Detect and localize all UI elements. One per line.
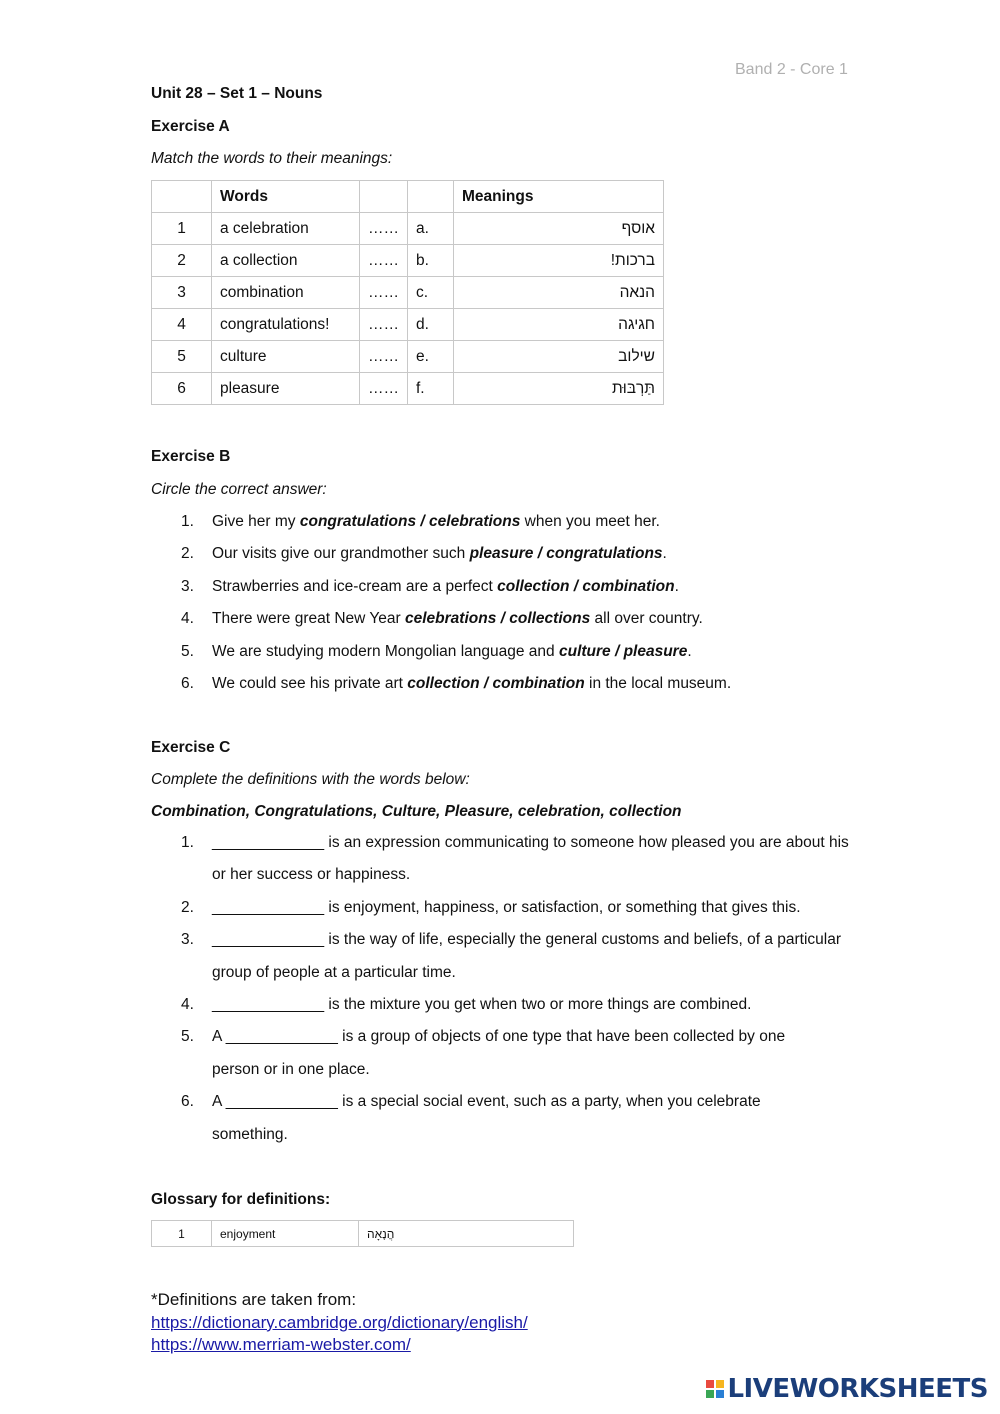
item-text-after: all over country.: [590, 610, 703, 628]
table-row: [152, 373, 664, 405]
row-word: pleasure: [212, 373, 360, 405]
answer-blank[interactable]: ……: [360, 213, 408, 245]
row-word: a collection: [212, 245, 360, 277]
table-row: [152, 341, 664, 373]
row-letter: a.: [408, 213, 454, 245]
item-text-after: is a special social event, such as a party, when you celebrate something.: [212, 1093, 761, 1143]
answer-blank[interactable]: ……: [360, 373, 408, 405]
row-word: combination: [212, 277, 360, 309]
list-item: [151, 543, 871, 575]
item-text-before: There were great New Year: [212, 610, 405, 628]
table-row: [152, 213, 664, 245]
row-meaning: שילוב: [454, 341, 664, 373]
answer-blank[interactable]: _____________: [212, 834, 325, 851]
item-text-before: We could see his private art: [212, 674, 408, 692]
row-word: congratulations!: [212, 309, 360, 341]
exercise-a-instruction: Match the words to their meanings:: [151, 150, 393, 167]
glossary-number: 1: [152, 1221, 212, 1247]
item-number: 1.: [181, 834, 194, 851]
item-number: 6.: [181, 674, 194, 692]
cambridge-link[interactable]: https://dictionary.cambridge.org/dictionary/english/: [151, 1312, 528, 1332]
row-number: 5: [152, 341, 212, 373]
table-row: [152, 277, 664, 309]
item-number: 5.: [181, 642, 194, 660]
row-number: 3: [152, 277, 212, 309]
exercise-c-list: [151, 827, 856, 1151]
row-number: 1: [152, 213, 212, 245]
answer-choice[interactable]: pleasure / congratulations: [469, 545, 663, 563]
glossary-meaning: הֲנָאָה: [359, 1221, 574, 1247]
item-text-after: .: [674, 577, 679, 595]
table-row: [152, 245, 664, 277]
item-number: 4.: [181, 996, 194, 1014]
sources-note: *Definitions are taken from:: [151, 1290, 357, 1309]
row-word: culture: [212, 341, 360, 373]
item-text-before: Our visits give our grandmother such: [212, 545, 470, 563]
item-text-after: .: [687, 642, 692, 660]
table-row: [152, 1221, 574, 1247]
sources-block: [151, 1289, 528, 1357]
item-text-before: We are studying modern Mongolian language and: [212, 642, 559, 660]
list-item: [151, 608, 871, 640]
row-meaning: הנאה: [454, 277, 664, 309]
row-number: 6: [152, 373, 212, 405]
item-text-after: is the mixture you get when two or more things are combined.: [324, 996, 752, 1014]
header-band-label: Band 2 - Core 1: [735, 61, 848, 78]
item-text-after: is an expression communicating to someone how pleased you are about his or her success or happiness.: [212, 834, 849, 884]
row-letter: d.: [408, 309, 454, 341]
table-header-row: [152, 181, 664, 213]
answer-blank[interactable]: _____________: [212, 996, 325, 1014]
row-letter: c.: [408, 277, 454, 309]
row-letter: f.: [408, 373, 454, 405]
item-number: 6.: [181, 1093, 194, 1111]
item-number: 4.: [181, 610, 194, 628]
liveworksheets-logo: [706, 1374, 988, 1404]
item-text-after: .: [662, 545, 667, 563]
item-number: 5.: [181, 1028, 194, 1046]
row-meaning: תַּרְבּוּת: [454, 373, 664, 405]
item-number: 3.: [181, 577, 194, 595]
list-item: [151, 827, 856, 892]
exercise-c-title: Exercise C: [151, 739, 231, 756]
list-item: [151, 989, 856, 1021]
glossary-title: Glossary for definitions:: [151, 1191, 331, 1208]
answer-blank[interactable]: _____________: [225, 1028, 338, 1046]
exercise-a-title: Exercise A: [151, 118, 230, 135]
row-letter: b.: [408, 245, 454, 277]
answer-choice[interactable]: celebrations / collections: [405, 610, 591, 628]
item-text-after: is a group of objects of one type that have been collected by one person or in one place.: [212, 1028, 786, 1078]
list-item: [151, 576, 871, 608]
word-bank: Combination, Congratulations, Culture, Pleasure, celebration, collection: [151, 803, 682, 820]
answer-choice[interactable]: congratulations / celebrations: [299, 513, 521, 530]
unit-title: Unit 28 – Set 1 – Nouns: [151, 85, 323, 102]
exercise-b-title: Exercise B: [151, 448, 231, 465]
list-item: [151, 1086, 856, 1151]
row-letter: e.: [408, 341, 454, 373]
item-text-after: is the way of life, especially the general customs and beliefs, of a particular group of people at a particular time.: [212, 931, 842, 981]
answer-blank[interactable]: _____________: [225, 1093, 338, 1111]
glossary-table: [151, 1220, 574, 1247]
row-meaning: חגיגה: [454, 309, 664, 341]
item-number: 2.: [181, 545, 194, 563]
row-number: 2: [152, 245, 212, 277]
list-item: [151, 892, 856, 924]
list-item: [151, 1021, 856, 1086]
item-text-before: A: [212, 1093, 226, 1111]
answer-blank[interactable]: ……: [360, 245, 408, 277]
logo-text: LIVEWORKSHEETS: [727, 1374, 988, 1404]
item-number: 3.: [181, 931, 194, 949]
item-number: 1.: [181, 513, 194, 530]
glossary-word: enjoyment: [212, 1221, 359, 1247]
logo-squares-icon: [706, 1380, 724, 1398]
list-item: [151, 511, 871, 543]
item-text-before: A: [212, 1028, 226, 1046]
item-text-after: in the local museum.: [584, 674, 732, 692]
exercise-b-list: [151, 511, 871, 705]
answer-blank[interactable]: _____________: [212, 898, 325, 916]
exercise-c-instruction: Complete the definitions with the words below:: [151, 771, 470, 788]
exercise-a-table: [151, 180, 664, 405]
item-text-before: Strawberries and ice-cream are a perfect: [212, 577, 498, 595]
list-item: [151, 641, 871, 673]
answer-blank[interactable]: ……: [360, 341, 408, 373]
answer-choice[interactable]: collection / combination: [407, 674, 585, 692]
row-meaning: אוסף: [454, 213, 664, 245]
exercise-b-instruction: Circle the correct answer:: [151, 481, 327, 498]
answer-blank[interactable]: _____________: [212, 931, 325, 949]
item-text-after: when you meet her.: [520, 513, 660, 530]
answer-blank[interactable]: ……: [360, 309, 408, 341]
answer-choice[interactable]: collection / combination: [497, 577, 675, 595]
meanings-header: Meanings: [454, 181, 664, 213]
item-text-before: Give her my: [212, 513, 300, 530]
row-meaning: ברכות!: [454, 245, 664, 277]
item-number: 2.: [181, 898, 194, 916]
table-row: [152, 309, 664, 341]
answer-blank[interactable]: ……: [360, 277, 408, 309]
list-item: [151, 924, 856, 989]
item-text-after: is enjoyment, happiness, or satisfaction, or something that gives this.: [324, 898, 801, 916]
words-header: Words: [212, 181, 360, 213]
list-item: [151, 673, 871, 705]
merriam-webster-link[interactable]: https://www.merriam-webster.com/: [151, 1335, 411, 1354]
row-number: 4: [152, 309, 212, 341]
answer-choice[interactable]: culture / pleasure: [558, 642, 688, 660]
row-word: a celebration: [212, 213, 360, 245]
